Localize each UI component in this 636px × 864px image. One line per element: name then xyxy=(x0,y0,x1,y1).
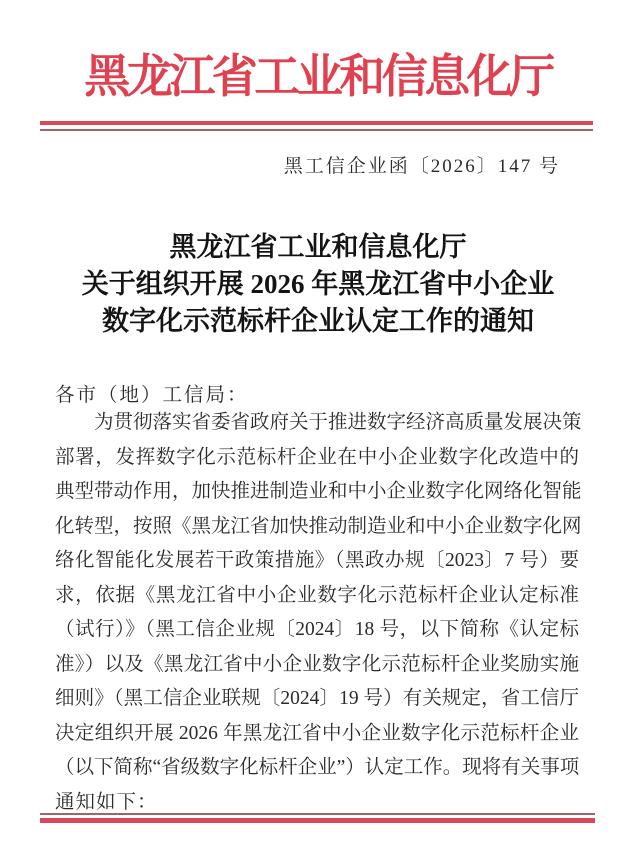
title-line-3: 数字化示范标杆企业认定工作的通知 xyxy=(102,306,534,336)
letterhead-agency-name: 黑龙江省工业和信息化厅 xyxy=(84,51,552,102)
document-body xyxy=(55,408,582,822)
body-line-1: 为贯彻落实省委省政府关于推进数字经济高质量发展决策 xyxy=(94,412,582,433)
body-line-2: 部署，发挥数字化示范标杆企业在中小企业数字化改造中的 xyxy=(55,446,579,468)
document-title xyxy=(0,229,636,340)
body-line-8: 准》）以及《黑龙江省中小企业数字化示范标杆企业奖励实施 xyxy=(55,653,579,675)
title-line-1: 黑龙江省工业和信息化厅 xyxy=(169,232,467,262)
body-line-12: 通知如下： xyxy=(55,791,158,813)
header-separator-thick-line xyxy=(40,121,593,125)
body-line-11: （以下简称“省级数字化标杆企业”）认定工作。现将有关事项 xyxy=(55,757,580,778)
body-line-5: 络化智能化发展若干政策措施》（黑政办规〔2023〕7 号）要 xyxy=(55,550,579,571)
body-line-3: 典型带动作用，加快推进制造业和中小企业数字化网络化智能 xyxy=(55,481,582,502)
header-separator-thin-line xyxy=(40,129,593,131)
body-line-9: 细则》（黑工信企业联规〔2024〕19 号）有关规定，省工信厅 xyxy=(55,688,579,709)
body-line-7: （试行）》（黑工信企业规〔2024〕18 号，以下简称《认定标 xyxy=(55,619,579,640)
body-line-6: 求，依据《黑龙江省中小企业数字化示范标杆企业认定标准 xyxy=(55,584,579,606)
body-line-4: 化转型，按照《黑龙江省加快推动制造业和中小企业数字化网 xyxy=(55,515,582,537)
document-number: 黑工信企业函〔2026〕147 号 xyxy=(283,156,560,177)
footer-separator-thin-line xyxy=(40,813,595,815)
footer-separator-thick-line xyxy=(40,818,595,823)
title-line-2: 关于组织开展 2026 年黑龙江省中小企业 xyxy=(81,269,555,299)
body-line-10: 决定组织开展 2026 年黑龙江省中小企业数字化示范标杆企业 xyxy=(55,722,579,744)
addressee: 各市（地）工信局： xyxy=(55,385,249,406)
